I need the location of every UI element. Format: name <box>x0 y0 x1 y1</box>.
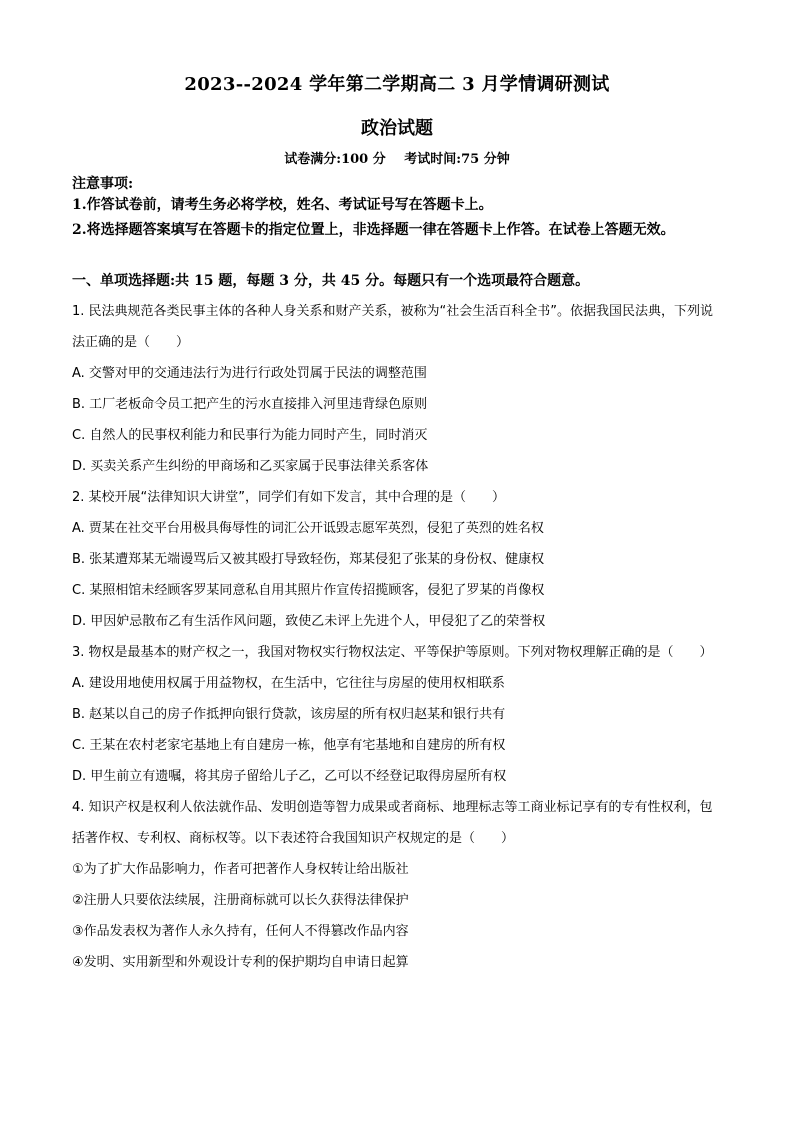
question-option: A. 交警对甲的交通违法行为进行行政处罚属于民法的调整范围 <box>72 366 427 381</box>
question-statement: ④发明、实用新型和外观设计专利的保护期均自申请日起算 <box>72 955 409 970</box>
subject-title: 政治试题 <box>361 118 433 139</box>
question-option: C. 王某在农村老家宅基地上有自建房一栋，他享有宅基地和自建房的所有权 <box>72 738 506 753</box>
question-option: C. 自然人的民事权利能力和民事行为能力同时产生，同时消灭 <box>72 428 428 443</box>
question-option: D. 买卖关系产生纠纷的甲商场和乙买家属于民事法律关系客体 <box>72 459 429 474</box>
question <box>72 482 722 637</box>
question-option: D. 甲因妒忌散布乙有生活作风问题，致使乙未评上先进个人，甲侵犯了乙的荣誉权 <box>72 614 546 629</box>
question-statement: ③作品发表权为著作人永久持有，任何人不得篡改作品内容 <box>72 924 409 939</box>
question-option: D. 甲生前立有遗嘱，将其房子留给儿子乙，乙可以不经登记取得房屋所有权 <box>72 769 507 784</box>
question <box>72 637 722 792</box>
notice-item: 2.将选择题答案填写在答题卡的指定位置上，非选择题一律在答题卡上作答。在试卷上答题无效。 <box>72 222 675 238</box>
question-stem: 4. 知识产权是权利人依法就作品、发明创造等智力成果或者商标、地理标志等工商业标记享有的专有性权利，包括著作权、专利权、商标权等。以下表述符合我国知识产权规定的是（ ） <box>72 800 713 846</box>
question-statement: ①为了扩大作品影响力，作者可把著作人身权转让给出版社 <box>72 862 409 877</box>
question-option: C. 某照相馆未经顾客罗某同意私自用其照片作宣传招揽顾客，侵犯了罗某的肖像权 <box>72 583 545 598</box>
exam-time: 考试时间:75 分钟 <box>404 152 510 167</box>
question-option: A. 贾某在社交平台用极具侮辱性的词汇公开诋毁志愿军英烈，侵犯了英烈的姓名权 <box>72 521 544 536</box>
question-option: B. 工厂老板命令员工把产生的污水直接排入河里违背绿色原则 <box>72 397 428 412</box>
question-stem: 3. 物权是最基本的财产权之一，我国对物权实行物权法定、平等保护等原则。下列对物权理解正确的是（ ） <box>72 645 713 660</box>
question-option: B. 赵某以自己的房子作抵押向银行贷款，该房屋的所有权归赵某和银行共有 <box>72 707 506 722</box>
notice-heading: 注意事项: <box>72 176 134 192</box>
section-heading: 一、单项选择题:共 15 题，每题 3 分，共 45 分。每题只有一个选项最符合题意。 <box>72 273 590 289</box>
question-stem: 2. 某校开展“法律知识大讲堂”，同学们有如下发言，其中合理的是（ ） <box>72 490 506 505</box>
question <box>72 792 722 978</box>
notice-item: 1.作答试卷前，请考生务必将学校，姓名、考试证号写在答题卡上。 <box>72 197 493 213</box>
question-stem: 1. 民法典规范各类民事主体的各种人身关系和财产关系，被称为“社会生活百科全书”。依据我国民法典，下列说法正确的是（ ） <box>72 304 714 350</box>
question-option: A. 建设用地使用权属于用益物权，在生活中，它往往与房屋的使用权相联系 <box>72 676 505 691</box>
full-score: 试卷满分:100 分 <box>284 152 386 167</box>
question-option: B. 张某遭郑某无端谩骂后又被其殴打导致轻伤，郑某侵犯了张某的身份权、健康权 <box>72 552 545 567</box>
question <box>72 296 722 482</box>
exam-title: 2023--2024 学年第二学期高二 3 月学情调研测试 <box>184 74 610 95</box>
exam-meta <box>0 148 794 167</box>
question-list <box>72 296 722 978</box>
question-statement: ②注册人只要依法续展，注册商标就可以长久获得法律保护 <box>72 893 409 908</box>
